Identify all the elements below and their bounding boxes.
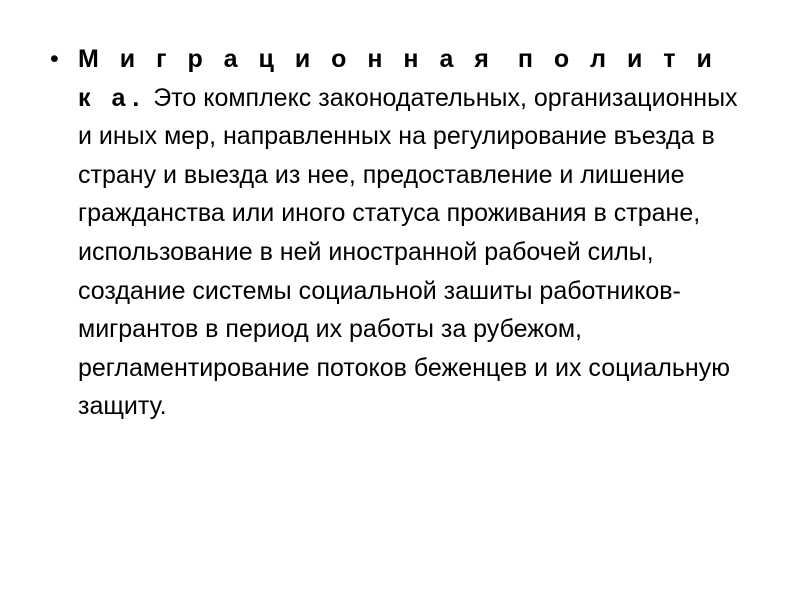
term-word-policy: п о л и т и к а.: [78, 45, 719, 112]
bullet-item-migration-policy: [44, 40, 744, 426]
term-word-migration: М и г р а ц и о н н а я: [78, 45, 496, 73]
bullet-icon: •: [50, 45, 59, 73]
bullet-list: [44, 40, 744, 426]
definition-text: Это комплекс законодательных, организационных и иных мер, направленных на регулирование въезда в страну и выезда из нее, предоставление и лишение гражданства или иного статуса проживания в стране, использование в ней иностранной рабочей силы, создание системы социальной зашиты работников-мигрантов в период их работы за рубежом, регламентирование потоков беженцев и их социальную защиту.: [78, 83, 738, 421]
